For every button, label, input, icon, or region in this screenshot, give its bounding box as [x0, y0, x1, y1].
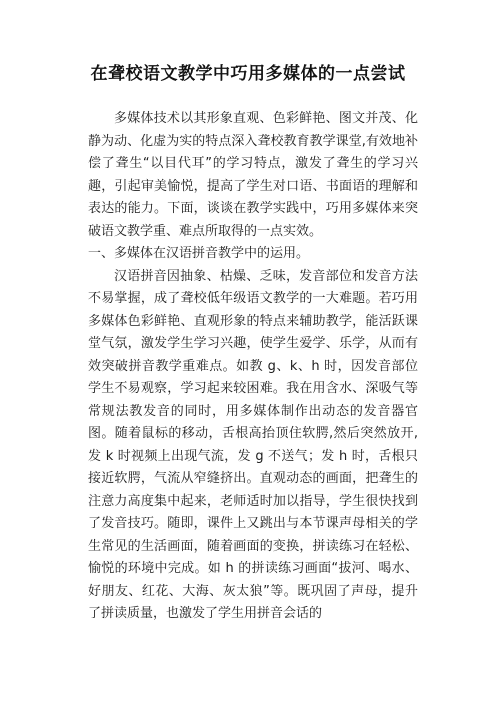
- intro-paragraph: 多媒体技术以其形象直观、色彩鲜艳、图文并茂、化静为动、化虚为实的特点深入聋校教育教学课堂,有效地补偿了聋生“以目代耳”的学习特点，激发了聋生的学习兴趣，引起审美愉悦，提高了学生对口语、书面语的理解和表达的能力。下面，谈谈在教学实践中，巧用多媒体来突破语文教学重、难点所取得的一点实效。: [88, 111, 418, 239]
- section-paragraph: 汉语拼音因抽象、枯燥、乏味，发音部位和发音方法不易掌握，成了聋校低年级语文教学的一大难题。若巧用多媒体色彩鲜艳、直观形象的特点来辅助教学，能活跃课堂气氛，激发学生学习兴趣，使学生爱学、乐学，从而有效突破拼音教学重难点。如教 g、k、h 时，因发音部位学生不易观察，学习起来较困难。我在用含水、深吸气等常规法教发音的同时，用多媒体制作出动态的发音器官图。随着鼠标的移动，舌根高抬顶住软腭,然后突然放开,发 k 时视频上出现气流，发 g 不送气；发 h 时，舌根只接近软腭，气流从窄缝挤出。直观动态的画面，把聋生的注意力高度集中起来，老师适时加以指导，学生很快找到了发音技巧。随即，课件上又跳出与本节课声母相关的学生常见的生活画面，随着画面的变换，拼读练习在轻松、愉悦的环境中完成。如 h 的拼读练习画面“拔河、喝水、好朋友、红花、大海、灰太狼”等。既巩固了声母，提升了拼读质量，也激发了学生用拼音会话的: [88, 268, 418, 621]
- document-title: 在聋校语文教学中巧用多媒体的一点尝试: [90, 64, 406, 84]
- section-heading: 一、多媒体在汉语拼音教学中的运用。: [88, 246, 310, 261]
- document-body: [88, 108, 418, 626]
